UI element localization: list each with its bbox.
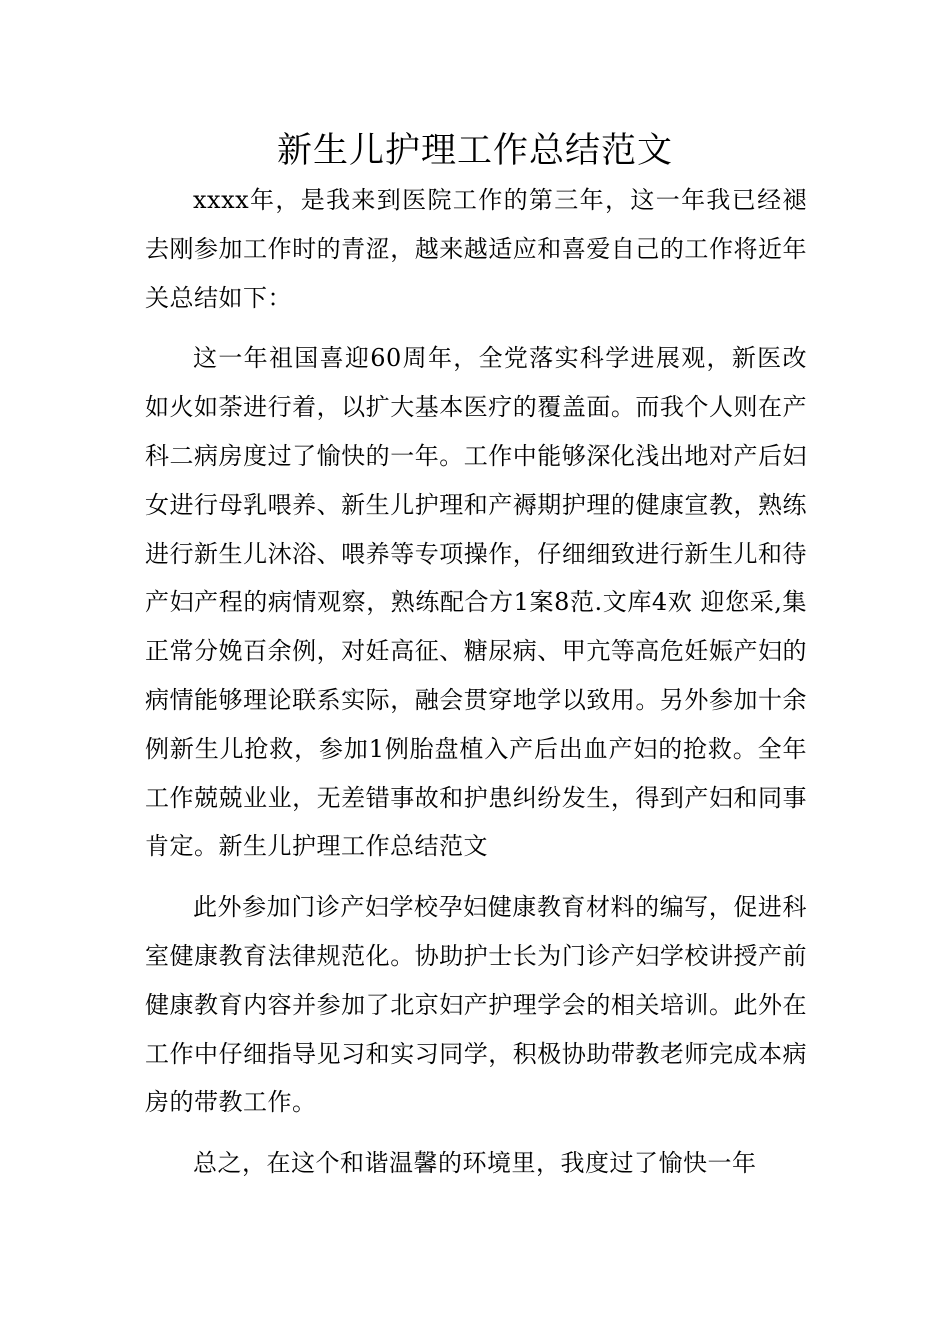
paragraph-intro: xxxx年，是我来到医院工作的第三年，这一年我已经褪去刚参加工作时的青涩，越来越适应和喜爱自己的工作将近年关总结如下： <box>145 186 807 312</box>
document-title: 新生儿护理工作总结范文 <box>276 131 673 171</box>
paragraph-work-summary: 这一年祖国喜迎60周年，全党落实科学进展观，新医改如火如荼进行着，以扩大基本医疗的覆盖面。而我个人则在产科二病房度过了愉快的一年。工作中能够深化浅出地对产后妇女进行母乳喂养、新生儿护理和产褥期护理的健康宣教，熟练进行新生儿沐浴、喂养等专项操作，仔细细致进行新生儿和待产妇产程的病情观察，熟练配合方1案8范.文库4欢 迎您采,集正常分娩百余例，对妊高征、糖尿病、甲亢等高危妊娠产妇的病情能够理论联系实际，融会贯穿地学以致用。另外参加十余例新生儿抢救，参加1例胎盘植入产后出血产妇的抢救。全年工作兢兢业业，无差错事故和护患纠纷发生，得到产妇和同事肯定。新生儿护理工作总结范文 <box>145 344 807 861</box>
paragraph-education: 此外参加门诊产妇学校孕妇健康教育材料的编写，促进科室健康教育法律规范化。协助护士长为门诊产妇学校讲授产前健康教育内容并参加了北京妇产护理学会的相关培训。此外在工作中仔细指导见习和实习同学，积极协助带教老师完成本病房的带教工作。 <box>145 893 807 1117</box>
paragraph-conclusion: 总之，在这个和谐温馨的环境里，我度过了愉快一年 <box>193 1149 757 1178</box>
document-body <box>145 176 807 1200</box>
